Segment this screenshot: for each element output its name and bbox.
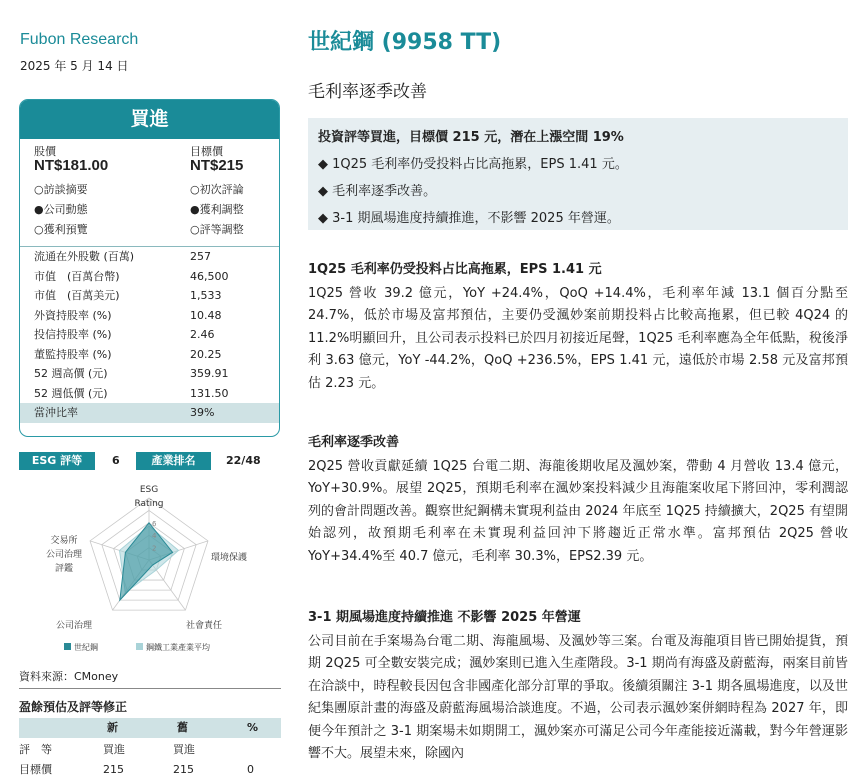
section-wind-farm <box>308 606 848 765</box>
info-row: 投信持股率 (%) 2.46 <box>34 328 215 341</box>
section-1q25 <box>308 258 848 395</box>
info-row: 流通在外股數 (百萬) 257 <box>34 250 211 263</box>
summary-bullet: ◆ 毛利率逐季改善。 <box>318 184 437 199</box>
rating-label: 買進 <box>20 100 279 139</box>
esg-score-label: ESG 評等 <box>19 452 95 470</box>
option-company-update: ●公司動態 <box>34 203 88 216</box>
section-title: 1Q25 毛利率仍受投料占比高拖累，EPS 1.41 元 <box>308 262 602 277</box>
report-type-options <box>20 179 279 243</box>
radar-axis-label: 環境保護 <box>210 553 248 563</box>
radar-scale-label: 4 <box>152 532 157 541</box>
radar-axis-label: 社會責任 <box>185 621 223 631</box>
price-label: 股價 <box>34 145 56 158</box>
target-value: NT$215 <box>190 157 244 174</box>
radar-axis-label: Rating <box>134 499 164 509</box>
info-row-highlight: 當沖比率 39% <box>20 403 279 423</box>
radar-axis-label: 公司治理 <box>45 550 83 560</box>
info-row: 市值 (百萬台幣) 46,500 <box>34 269 229 283</box>
summary-bullet: ◆ 1Q25 毛利率仍受投料占比高拖累，EPS 1.41 元。 <box>318 157 628 172</box>
radar-legend-swatch <box>136 643 143 650</box>
section-title: 毛利率逐季改善 <box>308 435 400 450</box>
section-body: 公司目前在手案場為台電二期、海龍風場、及渢妙等三案。台電及海龍項目皆已開始提貨，預期 2Q25 可全數安裝完成；渢妙案則已進入生產階段。3-1 期尚有海盛及蔚藍海，兩案目前皆在洽談中，時程較長因包含非國產化部分訂單的爭取。後續須關注 3-1 期各風場進度，以及世紀集團原計畫的海盛及蔚藍海風場洽談進度。不過，公司表示渢妙案併網時程為 2027 年，即便今年預計之 3-1 期案場未如期開工，渢妙案亦可滿足公司今年產能接近滿載，對今年營運影響不大。展望未來，除國內 <box>308 634 848 762</box>
section-margin <box>308 431 848 568</box>
option-interview: ○訪談摘要 <box>34 183 88 196</box>
divider <box>19 688 281 689</box>
option-earnings-revision: ●獲利調整 <box>190 203 244 216</box>
radar-axis-label: 評鑑 <box>54 564 74 574</box>
esg-score-bar <box>19 452 281 470</box>
forecast-header: 新 舊 % <box>19 718 281 738</box>
esg-radar-chart <box>19 478 281 658</box>
section-body: 1Q25 營收 39.2 億元，YoY +24.4%，QoQ +14.4%，毛利率年減 13.1 個百分點至 24.7%，低於市場及富邦預估，主要仍受渢妙案前期投料占比較高拖累，但已較 4Q24 的 11.2%明顯回升，且公司表示投料已於四月初接近尾聲，1Q25 毛利率應為全年低點，稅後淨利 3.63 億元，YoY -44.2%，QoQ +236.5%，EPS 1.41 元，遠低於市場 2.58 元及富邦預估 2.23 元。 <box>308 286 848 391</box>
option-initiation: ○初次評論 <box>190 183 244 196</box>
price-value: NT$181.00 <box>34 157 109 174</box>
option-rating-change: ○評等調整 <box>190 223 244 236</box>
radar-scale-label: 2 <box>152 544 157 553</box>
source-note: 資料來源：CMoney <box>19 670 119 683</box>
info-row: 外資持股率 (%) 10.48 <box>34 308 222 322</box>
radar-legend-swatch <box>64 643 71 650</box>
forecast-title: 盈餘預估及評等修正 <box>19 700 128 714</box>
summary-headline: 投資評等買進，目標價 215 元，潛在上漲空間 19% <box>318 130 624 145</box>
section-title: 3-1 期風場進度持續推進 不影響 2025 年營運 <box>308 610 581 625</box>
industry-rank-value: 22/48 <box>226 454 261 467</box>
radar-axis-label: ESG <box>139 485 159 495</box>
report-subtitle: 毛利率逐季改善 <box>308 82 427 102</box>
summary-bullet: ◆ 3-1 期風場進度持續推進，不影響 2025 年營運。 <box>318 211 620 226</box>
investment-summary <box>308 118 848 230</box>
radar-axis-label: 公司治理 <box>55 621 93 631</box>
brand-name: Fubon Research <box>20 31 139 48</box>
info-row: 市值 (百萬美元) 1,533 <box>34 289 222 302</box>
rating-box <box>19 99 280 437</box>
stock-info-table <box>20 246 279 423</box>
info-row: 52 週低價 (元) 131.50 <box>34 386 229 400</box>
price-row <box>20 139 279 179</box>
report-date: 2025 年 5 月 14 日 <box>20 59 129 73</box>
radar-axis-label: 交易所 <box>50 536 78 546</box>
radar-legend-label: 世紀鋼 <box>74 643 98 652</box>
esg-score-value: 6 <box>112 454 120 467</box>
option-earnings-preview: ○獲利預覽 <box>34 223 88 236</box>
radar-legend-label: 鋼鐵工業產業平均 <box>146 643 210 652</box>
target-label: 目標價 <box>190 145 223 158</box>
forecast-row: 評 等 買進 買進 <box>19 743 195 756</box>
section-body: 2Q25 營收貢獻延續 1Q25 台電二期、海龍後期收尾及渢妙案，帶動 4 月營收 13.4 億元，YoY+30.9%。展望 2Q25，預期毛利率在渢妙案投料減少且海龍案收尾下將回沖，零利潤認列的會計問題改善。觀察世紀鋼構未實現利益由 2024 年底至 1Q25 持續擴大，2Q25 有望開始認列，故預期毛利率在未實現利益回沖下將趨近正常水準。富邦預估 2Q25 營收 YoY+34.4%至 40.7 億元，毛利率 30.3%，EPS2.39 元。 <box>308 459 848 564</box>
radar-scale-label: 6 <box>152 519 157 528</box>
forecast-row: 目標價 215 215 0 <box>19 763 254 776</box>
info-row: 董監持股率 (%) 20.25 <box>34 347 222 361</box>
industry-rank-label: 產業排名 <box>136 452 211 470</box>
report-title: 世紀鋼 (9958 TT) <box>308 30 502 55</box>
info-row: 52 週高價 (元) 359.91 <box>34 367 229 380</box>
